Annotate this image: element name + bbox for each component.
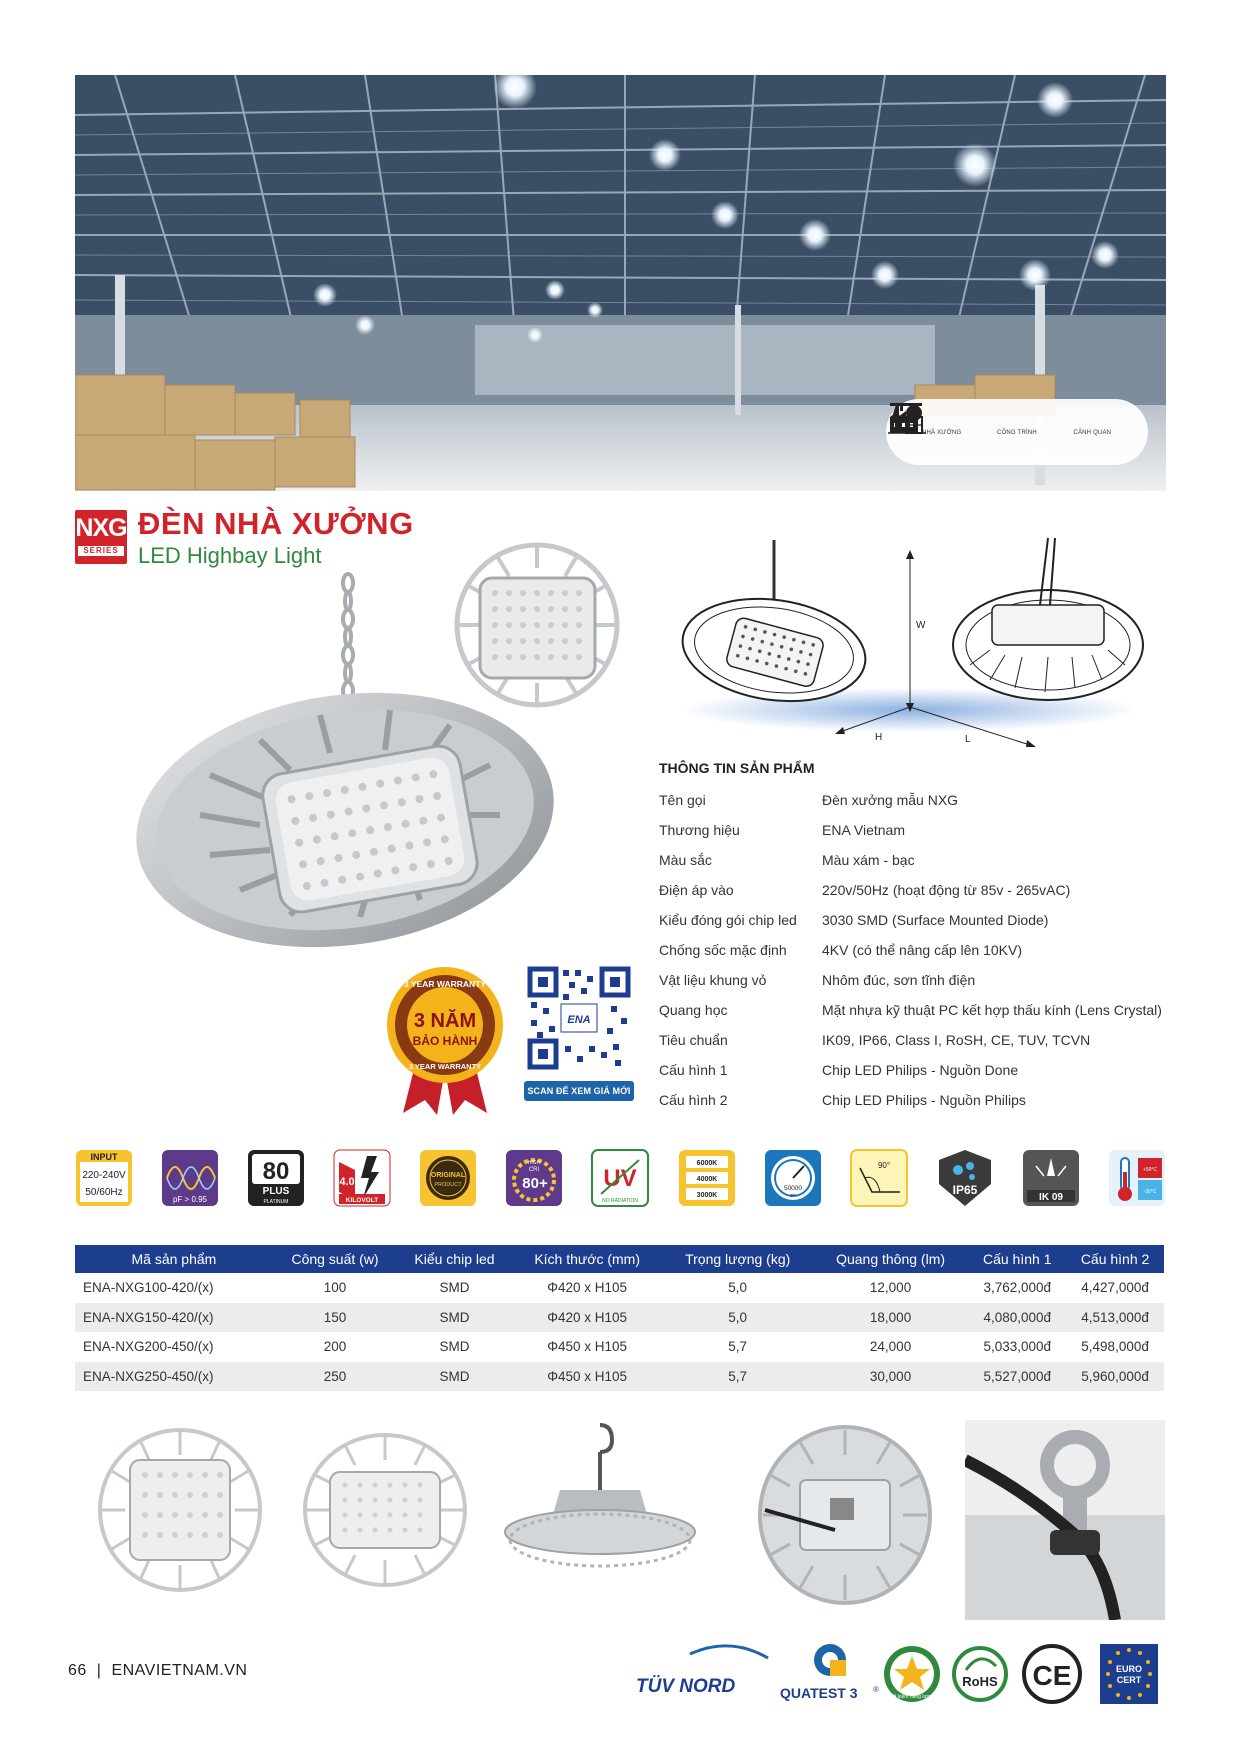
table-cell: 4,080,000đ [968,1303,1066,1333]
warranty-badge [385,965,505,1115]
cri-number: 80+ [522,1175,549,1192]
spec-value: 220v/50Hz (hoạt động từ 85v - 265vAC) [822,882,1071,898]
qr-brand: ENA [567,1014,591,1026]
beam-angle-icon [850,1148,908,1208]
table-cell: ENA-NXG200-450/(x) [75,1332,273,1362]
input-title: INPUT [90,1152,118,1162]
lifespan-unit: giờ [789,1192,796,1197]
qr-code-icon[interactable] [527,966,631,1070]
table-cell: 5,033,000đ [968,1332,1066,1362]
application-item [987,428,1047,436]
spec-row [659,1085,1179,1115]
table-cell: ENA-NXG250-450/(x) [75,1362,273,1392]
table-cell: 5,7 [663,1362,813,1392]
uv-sub: NO RADIATION [602,1198,639,1204]
footer-separator: | [96,1662,102,1679]
spec-key: Cấu hình 2 [659,1092,728,1108]
beam-angle-value: 90° [877,1161,890,1170]
application-icons [886,399,1148,465]
column-header: Kiểu chip led [397,1245,511,1273]
table-cell: Φ450 x H105 [512,1362,663,1392]
table-cell: Φ420 x H105 [512,1273,663,1303]
input-voltage-icon [75,1148,133,1208]
product-title: ĐÈN NHÀ XƯỞNG [138,506,414,541]
cct-3000: 3000K [696,1192,717,1199]
spec-value: Nhôm đúc, sơn tĩnh điện [822,972,976,988]
spec-key: Quang học [659,1002,728,1018]
cert-word: CERT [1116,1675,1142,1685]
plus-sub: PLATINUM [263,1199,289,1205]
dimension-h-label: H [875,732,883,743]
dimension-w-label: W [916,620,926,631]
kv-word: KILOVOLT [346,1197,379,1204]
gallery-side-view-image [500,1420,700,1610]
ce-logo [1024,1646,1080,1702]
spec-row [659,1055,1179,1085]
ip65-icon [936,1148,994,1208]
cct-6000: 6000K [696,1160,717,1167]
table-cell: 30,000 [813,1362,969,1392]
application-item [1062,428,1122,436]
gallery-back-view-image [755,1420,935,1610]
table-cell: 5,7 [663,1332,813,1362]
table-cell: Φ450 x H105 [512,1332,663,1362]
spec-value: ENA Vietnam [822,822,906,838]
input-frequency: 50/60Hz [85,1187,123,1198]
euro-cert-logo [1100,1644,1158,1704]
quatest-registered: ® [873,1685,879,1694]
dimension-diagram [670,535,1170,750]
spec-key: Tên gọi [659,792,706,808]
spec-key: Màu sắc [659,852,712,868]
website-link[interactable]: ENAVIETNAM.VN [111,1662,248,1679]
spec-key: Chống sốc mặc định [659,942,787,958]
operating-temperature-icon [1108,1148,1166,1208]
euro-word: EURO [1115,1664,1143,1674]
table-cell: 12,000 [813,1273,969,1303]
table-cell: ENA-NXG100-420/(x) [75,1273,273,1303]
table-row [75,1273,1164,1303]
plus-word: PLUS [262,1186,290,1197]
80-plus-icon [247,1148,305,1208]
spec-row [659,905,1179,935]
table-cell: 18,000 [813,1303,969,1333]
gallery-hook-detail-image [965,1420,1165,1620]
scan-price-button[interactable]: SCAN ĐỂ XEM GIÁ MỚI [524,1081,634,1101]
page-number: 66 [68,1662,87,1679]
color-temperature-icon [678,1148,736,1208]
spec-row [659,815,1179,845]
spec-value: Chip LED Philips - Nguồn Philips [822,1092,1026,1108]
table-cell: 5,0 [663,1303,813,1333]
original-word: ORIGINAL [431,1172,466,1179]
table-row [75,1332,1164,1362]
application-label: CÔNG TRÌNH [997,430,1037,436]
product-gallery [75,1420,1166,1620]
spec-value: 4KV (có thể nâng cấp lên 10KV) [822,942,1023,958]
power-factor-icon [161,1148,219,1208]
lifespan-hours: 50000 [783,1185,802,1192]
column-header: Công suất (w) [273,1245,397,1273]
warranty-word: BẢO HÀNH [412,1034,478,1048]
column-header: Trọng lượng (kg) [663,1245,813,1273]
uv-text: UV [603,1165,638,1192]
spec-row [659,965,1179,995]
tuv-nord-text: TÜV NORD [636,1676,736,1697]
cri-high: HIGH [528,1160,541,1166]
spec-key: Điện áp vào [659,882,734,898]
column-header: Quang thông (lm) [813,1245,969,1273]
lamp-top-view-image [450,538,625,713]
spec-key: Tiêu chuẩn [659,1032,728,1048]
series-badge [75,510,127,564]
table-row [75,1362,1164,1392]
high-cri-icon [505,1148,563,1208]
warranty-bottom-text: 3 YEAR WARRANTY [408,1062,482,1071]
temp-low: -30°C [1143,1189,1157,1195]
table-cell: 250 [273,1362,397,1392]
spec-value: Mặt nhựa kỹ thuật PC kết hợp thấu kính (Lens Crystal) [822,1002,1162,1018]
table-cell: 200 [273,1332,397,1362]
table-cell: SMD [397,1332,511,1362]
spec-row [659,875,1179,905]
quatest3-logo [780,1644,879,1701]
table-cell: SMD [397,1273,511,1303]
spec-row [659,935,1179,965]
surge-protection-icon [333,1148,391,1208]
product-word: PRODUCT [434,1182,462,1188]
no-uv-icon [591,1148,649,1208]
input-voltage: 220-240V [82,1170,126,1181]
ik-rating: IK 09 [1038,1192,1063,1203]
quatest-text: QUATEST 3 [780,1685,858,1701]
column-header: Kích thước (mm) [512,1245,663,1273]
spec-key: Vật liệu khung vỏ [659,972,767,988]
tuv-nord-logo [636,1646,768,1697]
lifespan-icon [764,1148,822,1208]
dimension-l-label: L [965,734,971,745]
product-price-table [75,1245,1164,1391]
table-cell: 5,960,000đ [1066,1362,1164,1392]
gallery-front-view-image [95,1420,265,1600]
spec-row [659,845,1179,875]
table-header-row [75,1245,1164,1273]
spec-key: Thương hiệu [659,822,740,838]
table-cell: ENA-NXG150-420/(x) [75,1303,273,1333]
table-cell: SMD [397,1303,511,1333]
warranty-top-text: 3 YEAR WARRANTY [403,979,487,989]
warranty-years: 3 NĂM [413,1010,477,1032]
spec-key: Kiểu đóng gói chip led [659,912,797,928]
feature-icons [75,1148,1166,1210]
spec-value: Đèn xưởng mẫu NXG [822,792,959,808]
footer [68,1662,247,1680]
table-cell: 3,762,000đ [968,1273,1066,1303]
rohs-logo [954,1648,1006,1700]
table-cell: 4,427,000đ [1066,1273,1164,1303]
ip-rating: IP65 [952,1183,978,1197]
rohs-text: RoHS [962,1674,998,1689]
column-header: Cấu hình 2 [1066,1245,1164,1273]
spec-table [659,785,1179,1115]
series-code: NXG [75,514,127,542]
energy-saving-logo [884,1646,940,1702]
spec-row [659,1025,1179,1055]
cct-4000: 4000K [696,1176,717,1183]
qr-block[interactable] [524,966,634,1101]
ce-text: CE [1032,1660,1072,1691]
table-cell: 5,527,000đ [968,1362,1066,1392]
spec-value: 3030 SMD (Surface Mounted Diode) [822,912,1049,928]
table-cell: Φ420 x H105 [512,1303,663,1333]
certification-logos [630,1636,1170,1706]
plus-number: 80 [262,1158,290,1185]
cri-word: CRI [529,1167,540,1173]
spec-row [659,995,1179,1025]
power-factor-label: pF > 0.95 [173,1195,208,1204]
landscape-icon [886,399,928,435]
energy-saving-text: Tiết kiệm năng lượng [888,1694,936,1700]
application-label: NHÀ XƯỞNG [921,430,962,436]
table-cell: 150 [273,1303,397,1333]
spec-key: Cấu hình 1 [659,1062,728,1078]
original-product-icon [419,1148,477,1208]
gallery-angled-view-image [300,1420,470,1600]
kv-value: 4.0 [339,1176,355,1188]
column-header: Cấu hình 1 [968,1245,1066,1273]
temp-high: +50°C [1142,1167,1157,1173]
table-cell: SMD [397,1362,511,1392]
ik09-icon [1022,1148,1080,1208]
table-cell: 5,0 [663,1273,813,1303]
spec-title: THÔNG TIN SẢN PHẨM [659,760,815,776]
application-label: CẢNH QUAN [1073,430,1112,436]
table-cell: 4,513,000đ [1066,1303,1164,1333]
table-row [75,1303,1164,1333]
hero-warehouse-image [75,75,1166,491]
spec-row [659,785,1179,815]
table-cell: 100 [273,1273,397,1303]
spec-value: Màu xám - bạc [822,852,915,868]
table-cell: 5,498,000đ [1066,1332,1164,1362]
series-word: SERIES [78,546,124,556]
spec-value: Chip LED Philips - Nguồn Done [822,1062,1019,1078]
product-subtitle: LED Highbay Light [138,543,322,568]
table-cell: 24,000 [813,1332,969,1362]
spec-value: IK09, IP66, Class I, RoSH, CE, TUV, TCVN [822,1032,1091,1048]
column-header: Mã sản phẩm [75,1245,273,1273]
